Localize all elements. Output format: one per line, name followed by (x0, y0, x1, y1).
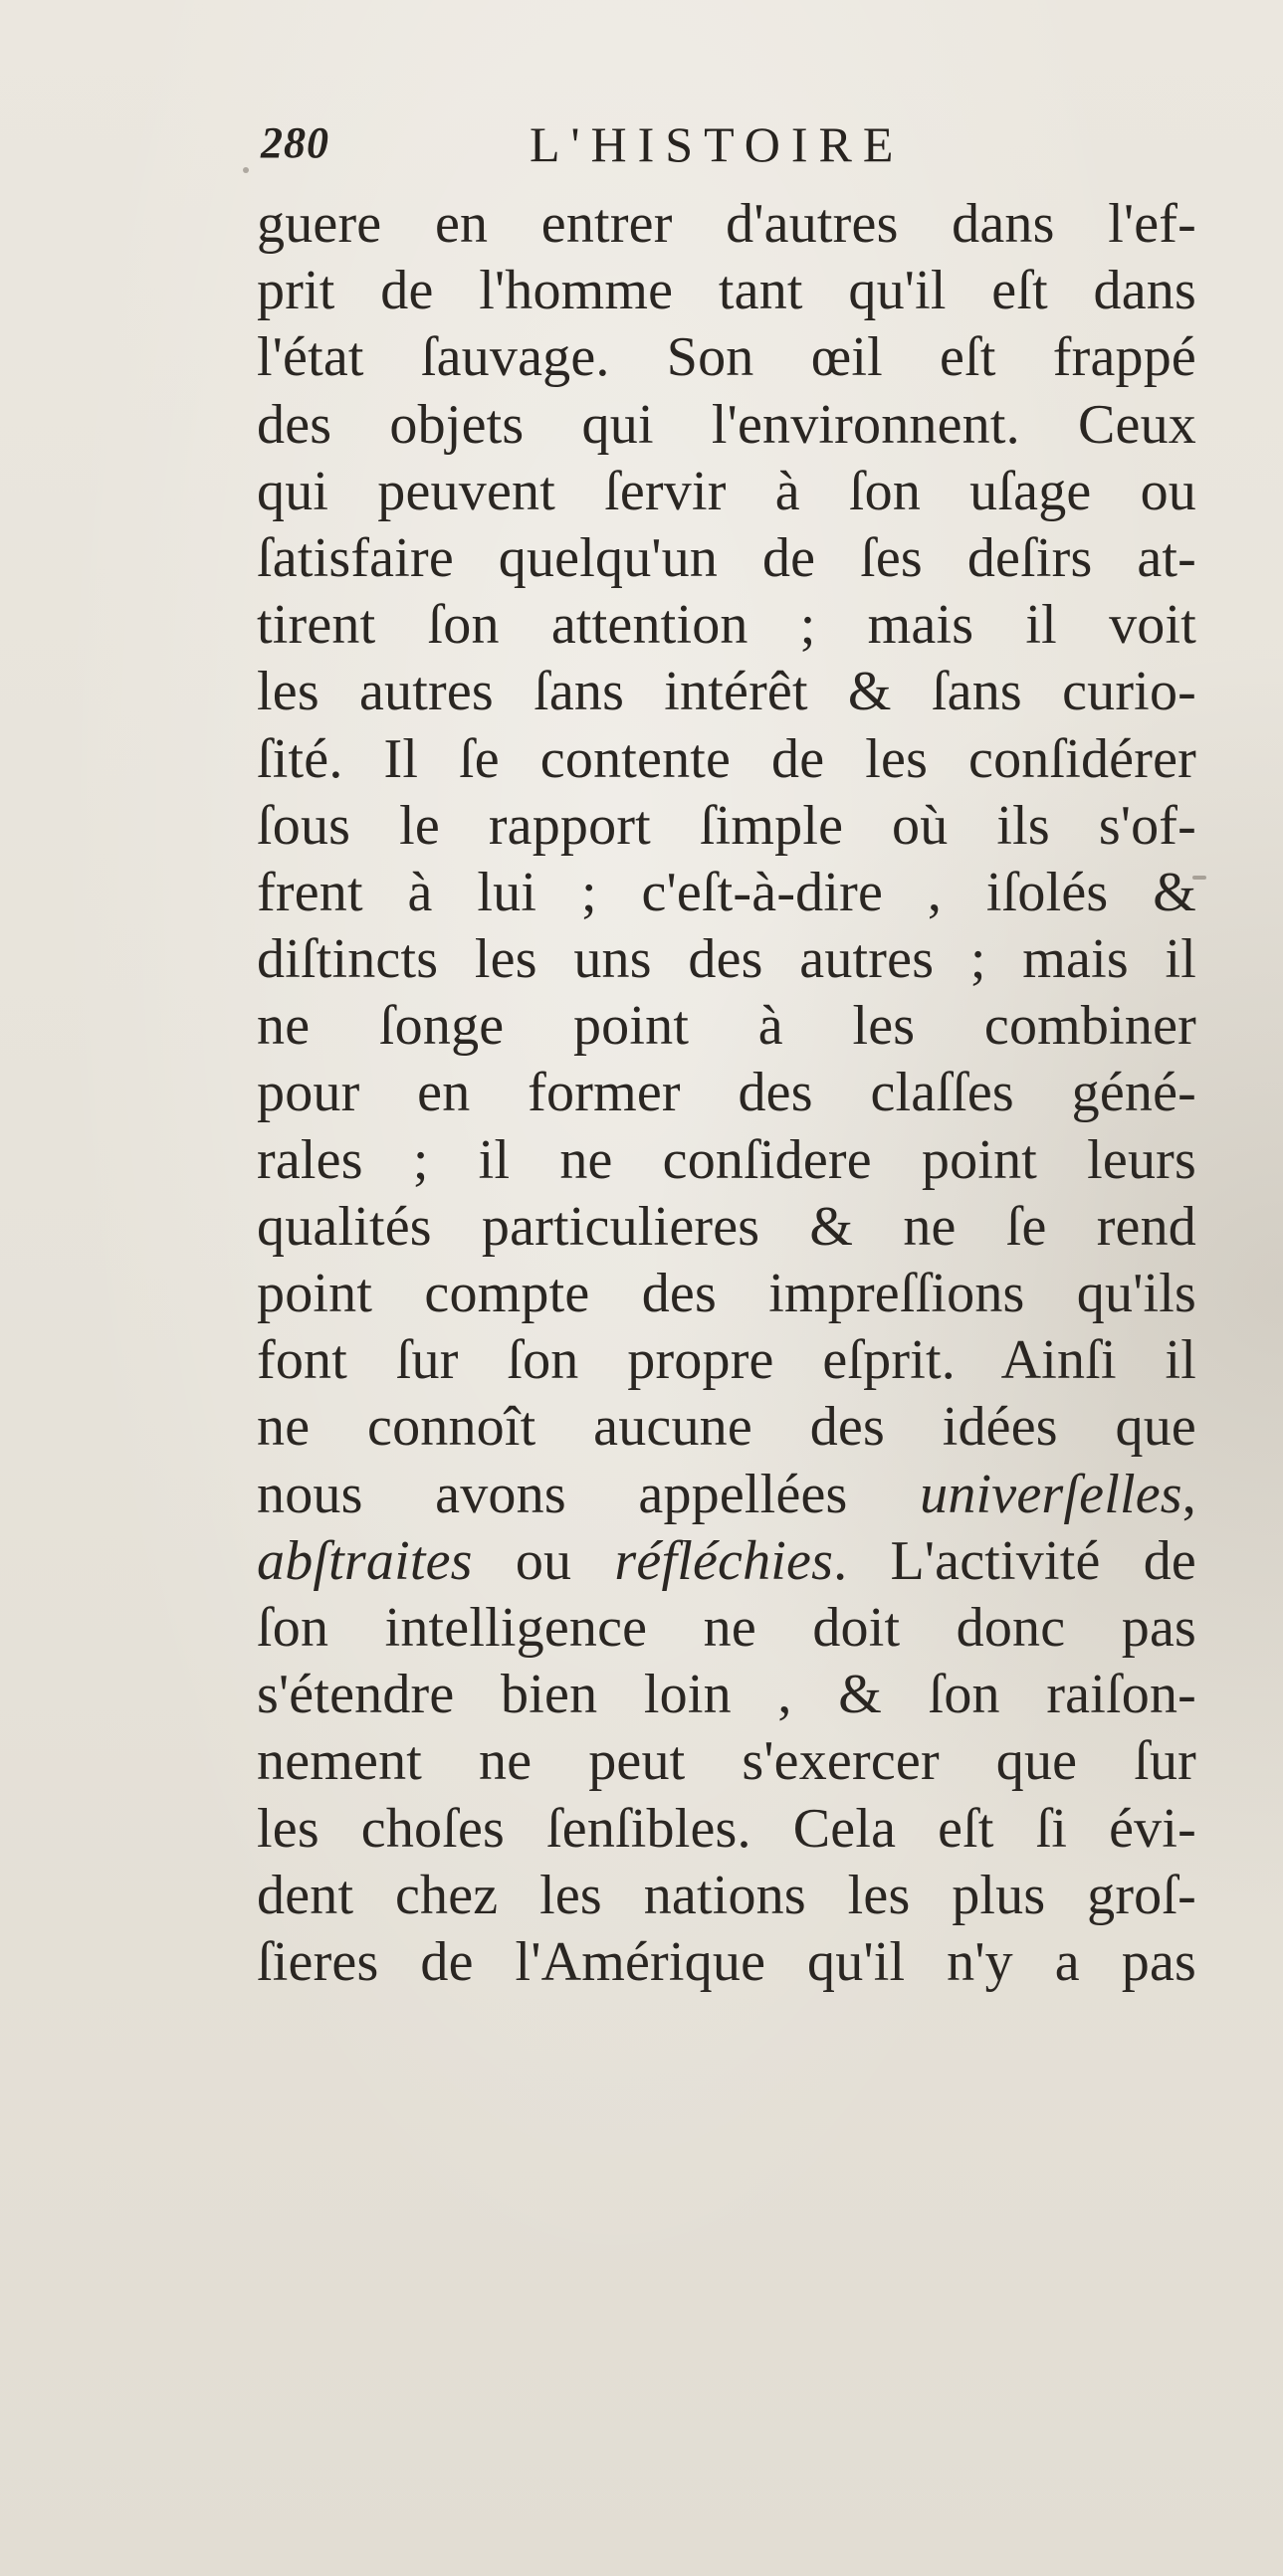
text-line: point compte des impreſſions qu'ils (257, 1263, 1196, 1324)
italic-term: univerſelles (920, 1463, 1182, 1525)
text-line: les choſes ſenſibles. Cela eſt ſi évi- (257, 1797, 1196, 1860)
text-line: nement ne peut s'exercer que ſur (257, 1730, 1196, 1793)
text-segment: ou (472, 1529, 615, 1592)
text-line: font ſur ſon propre eſprit. Ainſi il (257, 1329, 1196, 1392)
text-line: des objets qui l'environnent. Ceux (257, 393, 1196, 456)
text-line: ſon intelligence ne doit donc pas (257, 1596, 1196, 1659)
page-number: 280 (261, 118, 329, 167)
text-line-italic-mixed (257, 1528, 1196, 1595)
text-line: diſtincts les uns des autres ; mais il (257, 928, 1196, 991)
text-line: qui peuvent ſervir à ſon uſage ou (257, 460, 1196, 522)
text-line: guere en entrer d'autres dans l'ef- (257, 193, 1196, 255)
italic-term: abſtraites (257, 1529, 473, 1592)
text-line: ſous le rapport ſimple où ils s'of- (257, 794, 1196, 857)
body-text (257, 191, 1196, 1996)
text-line: s'étendre bien loin , & ſon raiſon- (257, 1664, 1196, 1726)
text-line: ſatisfaire quelqu'un de ſes deſirs at- (257, 526, 1196, 589)
paper-speckle (1192, 876, 1206, 880)
text-line: prit de l'homme tant qu'il eſt dans (257, 260, 1196, 322)
text-segment: , (1181, 1463, 1196, 1525)
text-line: l'état ſauvage. Son œil eſt frappé (257, 326, 1196, 389)
running-head (261, 117, 997, 187)
text-line: dent chez les nations les plus groſ- (257, 1864, 1196, 1926)
text-line: ſieres de l'Amérique qu'il n'y a pas (257, 1930, 1196, 1993)
paper-speckle (243, 167, 249, 173)
running-title: L'HISTOIRE (530, 116, 905, 172)
text-line: ne ſonge point à les combiner (257, 995, 1196, 1058)
italic-term: réfléchies (614, 1529, 834, 1592)
text-line: ne connoît aucune des idées que (257, 1396, 1196, 1459)
text-line: rales ; il ne conſidere point leurs (257, 1128, 1196, 1191)
text-line: qualités particulieres & ne ſe rend (257, 1195, 1196, 1258)
text-line: tirent ſon attention ; mais il voit (257, 594, 1196, 657)
text-line: frent à lui ; c'eſt-à-dire , iſolés & (257, 861, 1196, 923)
text-segment: . L'activité de (833, 1529, 1196, 1592)
text-line: ſité. Il ſe contente de les conſidérer (257, 727, 1196, 790)
text-segment: nous avons appellées (257, 1463, 921, 1525)
text-line: les autres ſans intérêt & ſans curio- (257, 661, 1196, 723)
text-line-italic-mixed (257, 1462, 1196, 1528)
text-line: pour en former des claſſes géné- (257, 1062, 1196, 1124)
